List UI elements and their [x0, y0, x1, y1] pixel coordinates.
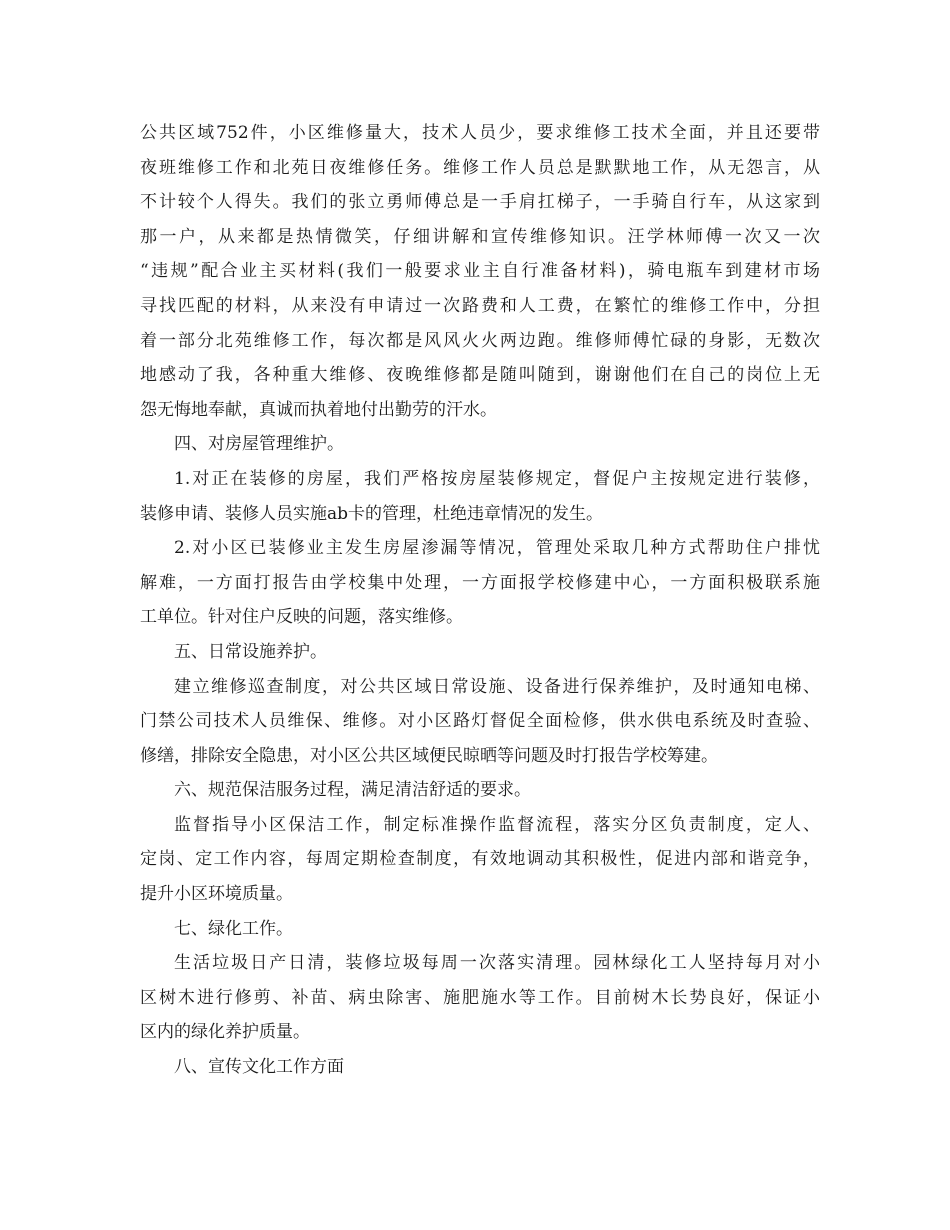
document-body: [140, 116, 820, 1085]
paragraph-line: 不计较个人得失。我们的张立勇师傅总是一手肩扛梯子，一手骑自行车，从这家到: [140, 192, 820, 213]
paragraph-line: 2.对小区已装修业主发生房屋渗漏等情况，管理处采取几种方式帮助住户排忧: [174, 538, 820, 559]
paragraph-line: 区内的绿化养护质量。: [140, 1022, 310, 1043]
paragraph-line: 生活垃圾日产日清，装修垃圾每周一次落实清理。园林绿化工人坚持每月对小: [174, 953, 820, 974]
paragraph-line: 解难，一方面打报告由学校集中处理，一方面报学校修建中心，一方面积极联系施: [140, 572, 820, 593]
paragraph-line: 装修申请、装修人员实施ab卡的管理，杜绝违章情况的发生。: [140, 503, 604, 524]
paragraph-line: 四、对房屋管理维护。: [174, 434, 344, 455]
paragraph-line: 寻找匹配的材料，从来没有申请过一次路费和人工费，在繁忙的维修工作中，分担: [140, 295, 820, 316]
paragraph-line: 修缮，排除安全隐患，对小区公共区域便民晾晒等问题及时打报告学校筹建。: [140, 745, 718, 766]
paragraph-line: 公共区域752件，小区维修量大，技术人员少，要求维修工技术全面，并且还要带: [140, 123, 820, 143]
paragraph-line: 监督指导小区保洁工作，制定标准操作监督流程，落实分区负责制度，定人、: [174, 814, 820, 835]
paragraph-line: “违规”配合业主买材料(我们一般要求业主自行准备材料)，骑电瓶车到建材市场: [140, 261, 820, 282]
paragraph-line: 夜班维修工作和北苑日夜维修任务。维修工作人员总是默默地工作，从无怨言，从: [140, 157, 820, 178]
paragraph-line: 五、日常设施养护。: [174, 641, 327, 662]
paragraph-line: 提升小区环境质量。: [140, 884, 293, 905]
paragraph-line: 1.对正在装修的房屋，我们严格按房屋装修规定，督促户主按规定进行装修，: [174, 468, 820, 489]
paragraph-line: 七、绿化工作。: [174, 918, 293, 939]
paragraph-line: 地感动了我，各种重大维修、夜晚维修都是随叫随到，谢谢他们在自己的岗位上无: [140, 365, 820, 386]
paragraph-line: 区树木进行修剪、补苗、病虫除害、施肥施水等工作。目前树木长势良好，保证小: [140, 987, 820, 1008]
paragraph-line: 怨无悔地奉献，真诚而执着地付出勤劳的汗水。: [140, 399, 497, 420]
paragraph-line: 八、宣传文化工作方面: [174, 1057, 344, 1078]
paragraph-line: 那一户，从来都是热情微笑，仔细讲解和宣传维修知识。汪学林师傅一次又一次: [140, 226, 820, 247]
paragraph-line: 工单位。针对住户反映的问题，落实维修。: [140, 607, 463, 628]
paragraph-line: 着一部分北苑维修工作，每次都是风风火火两边跑。维修师傅忙碌的身影，无数次: [140, 330, 820, 351]
paragraph-line: 门禁公司技术人员维保、维修。对小区路灯督促全面检修，供水供电系统及时查验、: [140, 711, 820, 732]
paragraph-line: 定岗、定工作内容，每周定期检查制度，有效地调动其积极性，促进内部和谐竞争，: [140, 849, 820, 870]
paragraph-line: 建立维修巡查制度，对公共区域日常设施、设备进行保养维护，及时通知电梯、: [174, 676, 820, 697]
paragraph-line: 六、规范保洁服务过程，满足清洁舒适的要求。: [174, 780, 531, 801]
